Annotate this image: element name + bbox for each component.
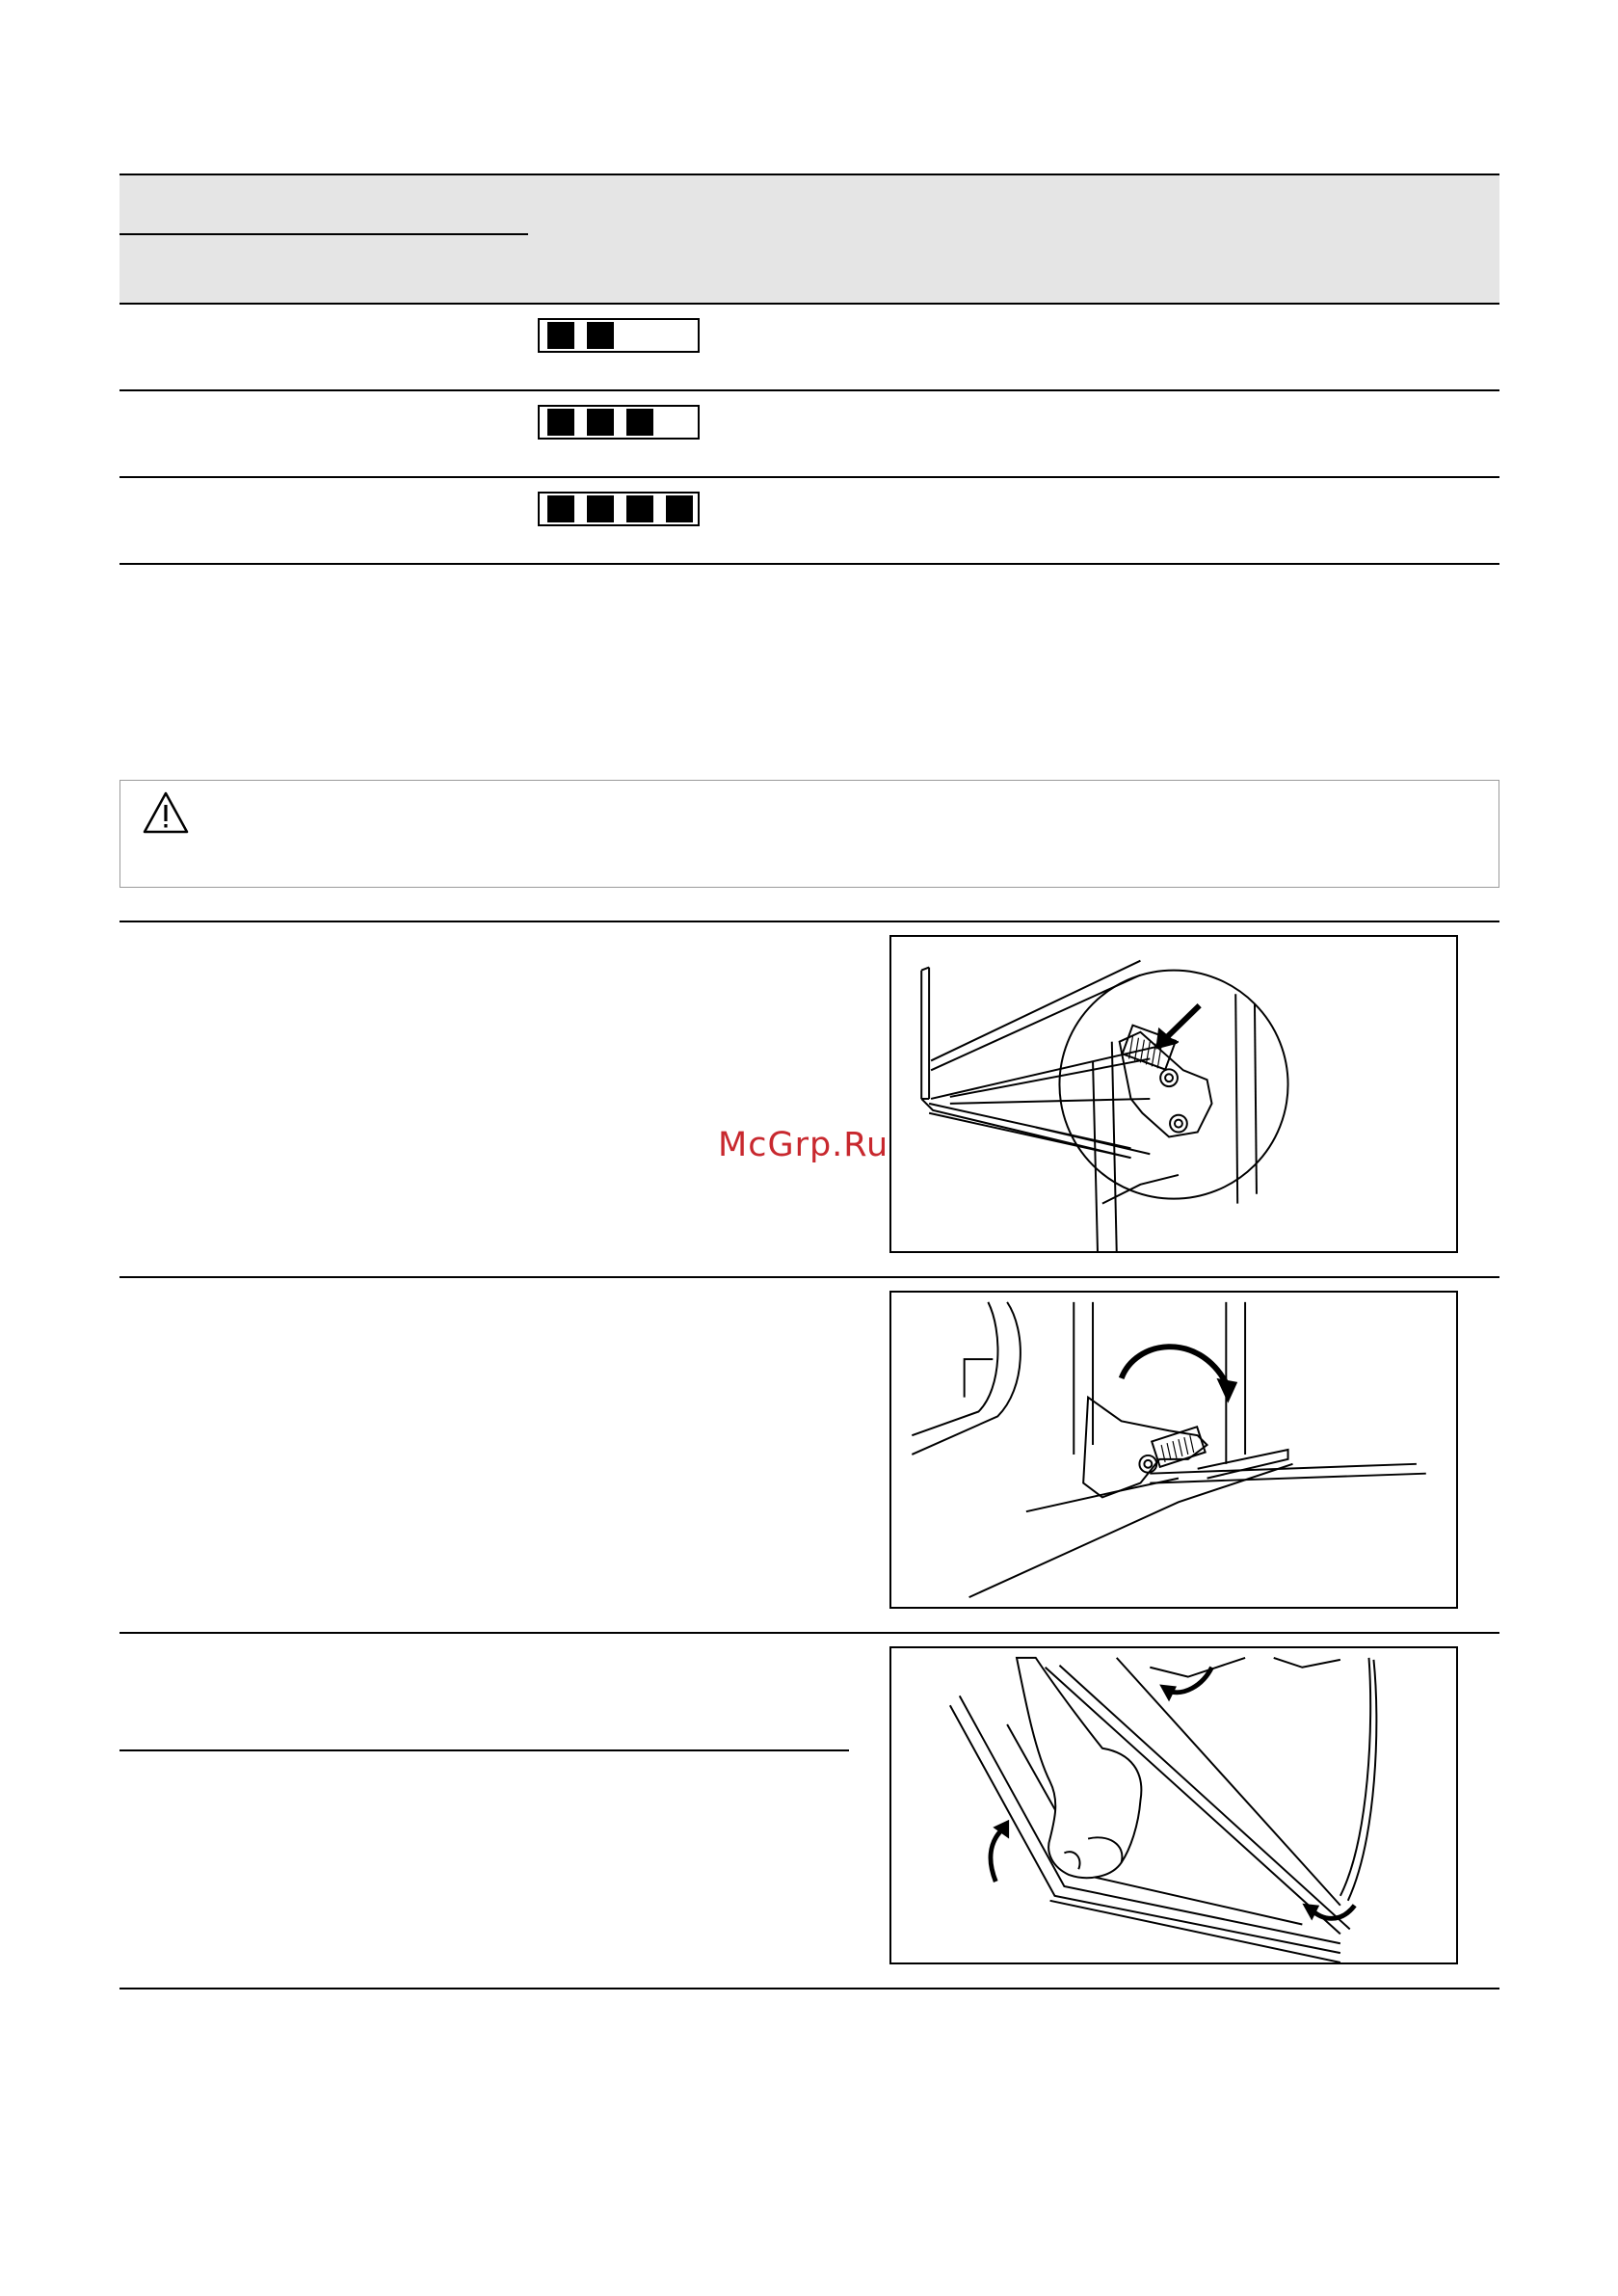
warning-box [119, 780, 1499, 888]
door-lift-removal-illustration [891, 1648, 1456, 1962]
watermark: McGrp.Ru [718, 1126, 889, 1164]
level-square [587, 409, 614, 436]
curved-arrow-icon [1122, 1347, 1238, 1402]
level-square [547, 495, 574, 522]
header-divider [119, 233, 528, 235]
table-row [119, 478, 1499, 565]
table-row [119, 305, 1499, 391]
table-row [119, 391, 1499, 478]
step-1-text [119, 930, 833, 1268]
step-3-figure [889, 1646, 1458, 1964]
level-square [666, 495, 693, 522]
hand-icon [1017, 1658, 1141, 1878]
hinge-lock-press-illustration [891, 937, 1456, 1251]
step-2-figure [889, 1291, 1458, 1609]
table-cell-label [119, 478, 528, 563]
level-indicator [538, 405, 700, 440]
step-divider [119, 1988, 1499, 1989]
step-3-text [119, 1642, 833, 1748]
step-divider [119, 1632, 1499, 1634]
level-square [626, 495, 653, 522]
table-cell-label [119, 391, 528, 476]
level-indicator [538, 492, 700, 526]
step-2-text [119, 1286, 833, 1623]
level-square [587, 322, 614, 349]
level-square [547, 322, 574, 349]
hinge-rotate-illustration [891, 1293, 1456, 1607]
level-square [626, 409, 653, 436]
level-square [547, 409, 574, 436]
step-divider [119, 1276, 1499, 1278]
step-divider [119, 921, 1499, 922]
warning-triangle-icon [142, 790, 190, 835]
table-header [119, 174, 1499, 305]
step-3-subtext [119, 1759, 833, 1981]
level-square [587, 495, 614, 522]
step-1-figure [889, 935, 1458, 1253]
hinge-position-table [119, 174, 1499, 565]
table-cell-label [119, 305, 528, 389]
step-sub-divider [119, 1749, 849, 1751]
level-indicator [538, 318, 700, 353]
